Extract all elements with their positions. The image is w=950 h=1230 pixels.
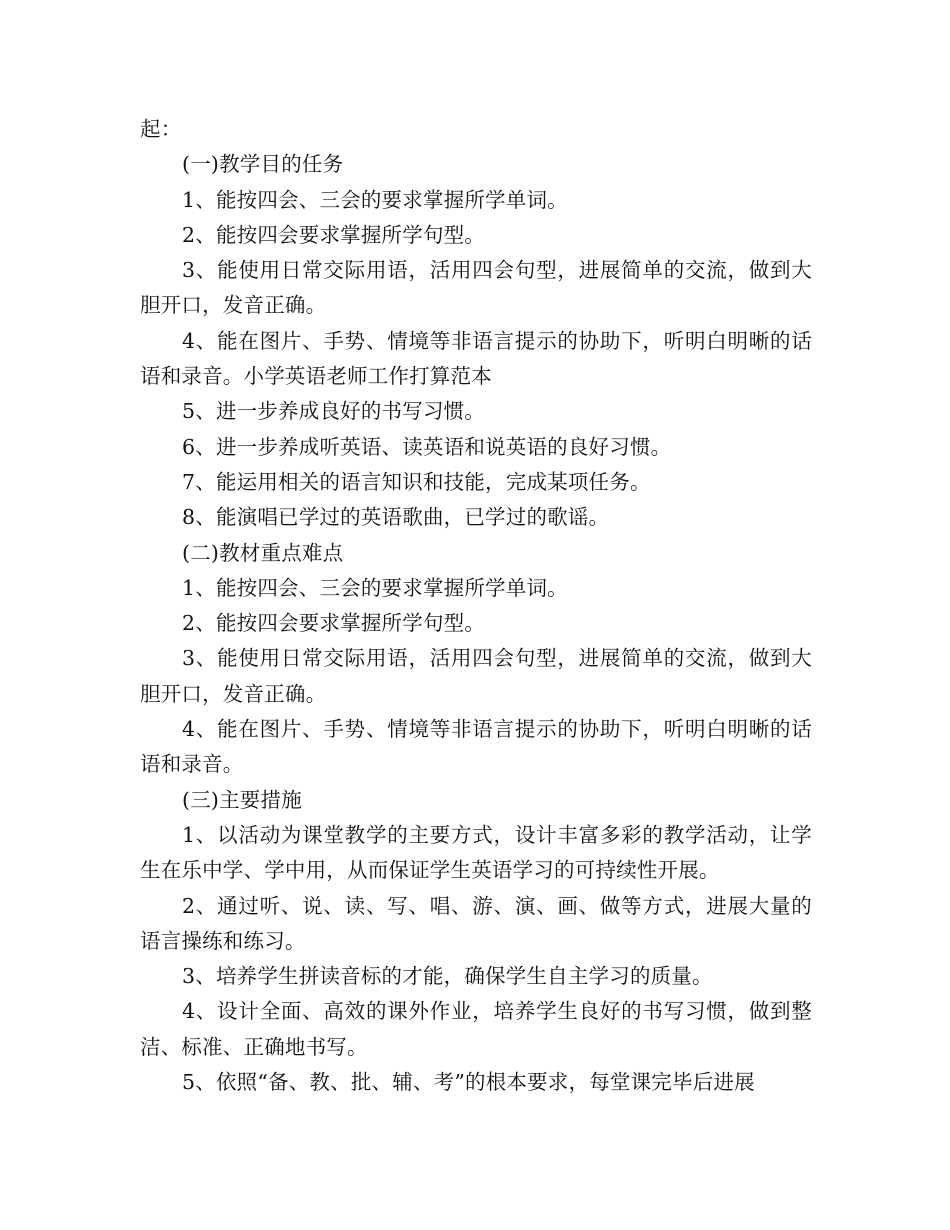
list-item: 5、依照“备、教、批、辅、考”的根本要求，每堂课完毕后进展 bbox=[182, 1070, 755, 1095]
list-item: 4、能在图片、手势、情境等非语言提示的协助下，听明白明晰的话语和录音。小学英语老师工作打算范本 bbox=[140, 328, 812, 389]
document-body bbox=[140, 112, 812, 1100]
list-item: 4、能在图片、手势、情境等非语言提示的协助下，听明白明晰的话语和录音。 bbox=[140, 717, 812, 777]
paragraph: 起： bbox=[140, 117, 182, 141]
list-item: 8、能演唱已学过的英语歌曲，已学过的歌谣。 bbox=[182, 505, 610, 530]
list-item: 3、培养学生拼读音标的才能，确保学生自主学习的质量。 bbox=[182, 964, 713, 989]
list-item: 4、设计全面、高效的课外作业，培养学生良好的书写习惯，做到整洁、标准、正确地书写。 bbox=[140, 999, 812, 1059]
list-item: 2、能按四会要求掌握所学句型。 bbox=[182, 611, 486, 636]
section-heading-3: (三)主要措施 bbox=[182, 787, 302, 812]
list-item: 3、能使用日常交际用语，活用四会句型，进展简单的交流，做到大胆开口，发音正确。 bbox=[140, 258, 812, 318]
list-item: 3、能使用日常交际用语，活用四会句型，进展简单的交流，做到大胆开口，发音正确。 bbox=[140, 646, 812, 706]
section-heading-2: (二)教材重点难点 bbox=[182, 540, 344, 565]
list-item: 1、能按四会、三会的要求掌握所学单词。 bbox=[182, 187, 568, 212]
list-item: 1、以活动为课堂教学的主要方式，设计丰富多彩的教学活动，让学生在乐中学、学中用，从而保证学生英语学习的可持续性开展。 bbox=[140, 822, 812, 883]
list-item: 6、进一步养成听英语、读英语和说英语的良好习惯。 bbox=[182, 434, 672, 459]
list-item: 2、能按四会要求掌握所学句型。 bbox=[182, 222, 486, 247]
list-item: 5、进一步养成良好的书写习惯。 bbox=[182, 399, 486, 424]
list-item: 1、能按四会、三会的要求掌握所学单词。 bbox=[182, 575, 568, 600]
list-item: 2、通过听、说、读、写、唱、游、演、画、做等方式，进展大量的语言操练和练习。 bbox=[140, 893, 812, 953]
list-item: 7、能运用相关的语言知识和技能，完成某项任务。 bbox=[182, 469, 651, 494]
section-heading-1: (一)教学目的任务 bbox=[182, 152, 344, 177]
